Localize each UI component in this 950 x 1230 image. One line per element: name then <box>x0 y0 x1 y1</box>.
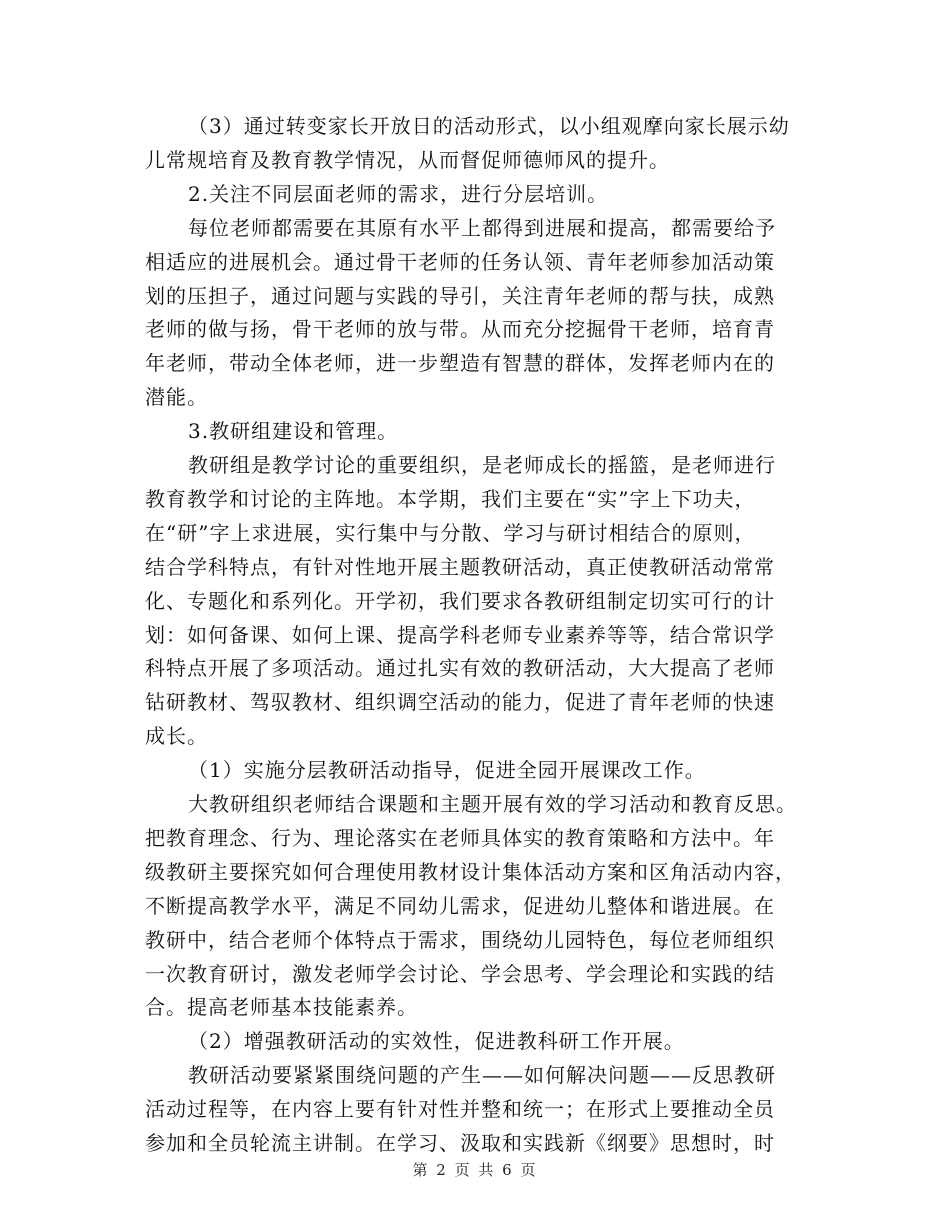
subsection-heading: （2）增强教研活动的实效性，促进教科研工作开展。 <box>188 1029 685 1053</box>
text-line: （3）通过转变家长开放日的活动形式，以小组观摩向家长展示幼 <box>188 114 790 138</box>
text-line: 级教研主要探究如何合理使用教材设计集体活动方案和区角活动内容， <box>145 860 796 884</box>
subsection-heading: （1）实施分层教研活动指导，促进全园开展课改工作。 <box>188 758 706 782</box>
text-line: 钻研教材、驾驭教材、组织调空活动的能力，促进了青年老师的快速 <box>145 690 775 714</box>
text-line: 教研组是教学讨论的重要组织，是老师成长的摇篮，是老师进行 <box>188 453 776 477</box>
text-line: 划的压担子，通过问题与实践的导引，关注青年老师的帮与扶，成熟 <box>145 284 775 308</box>
section-heading: 2.关注不同层面老师的需求，进行分层培训。 <box>188 182 609 206</box>
text-line: 教研活动要紧紧围绕问题的产生——如何解决问题——反思教研 <box>188 1063 776 1087</box>
text-line: 不断提高教学水平，满足不同幼儿需求，促进幼儿整体和谐进展。在 <box>145 894 775 918</box>
text-line: 一次教育研讨，激发老师学会讨论、学会思考、学会理论和实践的结 <box>145 962 775 986</box>
text-line: 老师的做与扬，骨干老师的放与带。从而充分挖掘骨干老师，培育青 <box>145 317 775 341</box>
text-line: 把教育理念、行为、理论落实在老师具体实的教育策略和方法中。年 <box>145 826 775 850</box>
text-line: 相适应的进展机会。通过骨干老师的任务认领、青年老师参加活动策 <box>145 250 775 274</box>
text-line: 年老师，带动全体老师，进一步塑造有智慧的群体，发挥老师内在的 <box>145 351 775 375</box>
text-line: 教育教学和讨论的主阵地。本学期，我们主要在“实”字上下功夫， <box>145 487 756 511</box>
text-line: 在“研”字上求进展，实行集中与分散、学习与研讨相结合的原则， <box>145 521 756 545</box>
text-line: 成长。 <box>145 724 208 748</box>
section-heading: 3.教研组建设和管理。 <box>188 419 399 443</box>
text-line: 合。提高老师基本技能素养。 <box>145 995 418 1019</box>
text-line: 潜能。 <box>145 385 208 409</box>
text-line: 参加和全员轮流主讲制。在学习、汲取和实践新《纲要》思想时，时 <box>145 1131 775 1155</box>
text-line: 结合学科特点，有针对性地开展主题教研活动，真正使教研活动常常 <box>145 555 775 579</box>
text-line: 活动过程等，在内容上要有针对性并整和统一；在形式上要推动全员 <box>145 1097 775 1121</box>
text-line: 每位老师都需要在其原有水平上都得到进展和提高，都需要给予 <box>188 216 776 240</box>
text-line: 大教研组织老师结合课题和主题开展有效的学习活动和教育反思。 <box>188 792 797 816</box>
text-line: 化、专题化和系列化。开学初，我们要求各教研组制定切实可行的计 <box>145 589 775 613</box>
text-line: 划：如何备课、如何上课、提高学科老师专业素养等等，结合常识学 <box>145 623 775 647</box>
page-footer: 第 2 页 共 6 页 <box>412 1161 538 1179</box>
text-line: 教研中，结合老师个体特点于需求，围绕幼儿园特色，每位老师组织 <box>145 928 775 952</box>
text-line: 科特点开展了多项活动。通过扎实有效的教研活动，大大提高了老师 <box>145 656 775 680</box>
text-line: 儿常规培育及教育教学情况，从而督促师德师风的提升。 <box>145 148 670 172</box>
